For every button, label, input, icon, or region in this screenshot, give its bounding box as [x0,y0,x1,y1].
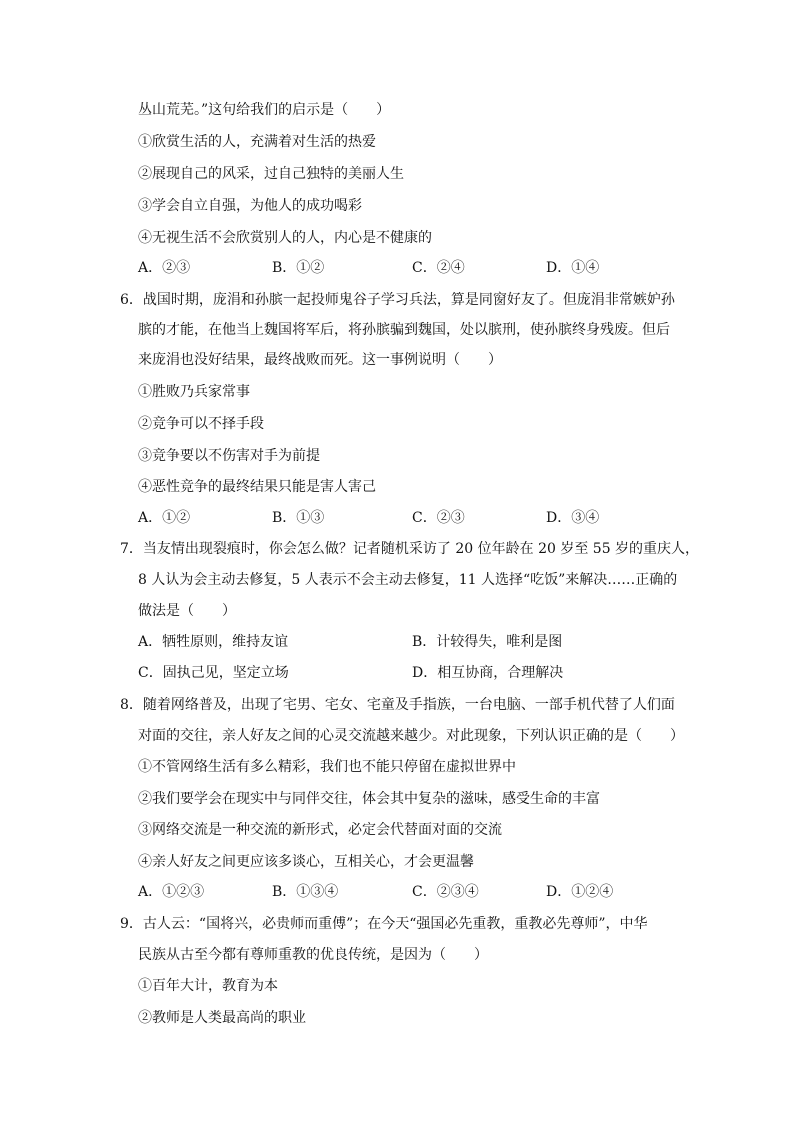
q5-stem-tail: 丛山荒芜。”这句给我们的启示是（ ） [138,102,391,118]
q8-option-a: A．①②③ [138,884,205,900]
q6-item-3: ③竞争要以不伤害对手为前提 [138,448,320,464]
q5-option-d: D．①④ [546,260,600,276]
q7-options-row-1 [0,632,794,652]
q7-stem-line-1: 7．当友情出现裂痕时，你会怎么做？记者随机采访了 20 位年龄在 20 岁至 55 岁的重庆人， [120,541,700,557]
q6-stem-line-1: 6．战国时期，庞涓和孙膑一起投师鬼谷子学习兵法，算是同窗好友了。但庞涓非常嫉妒孙 [120,292,675,308]
q5-options [0,258,794,278]
q9-item-1: ①百年大计，教育为本 [138,978,278,994]
q8-option-d: D．①②④ [546,884,614,900]
q5-item-3: ③学会自立自强，为他人的成功喝彩 [138,198,362,214]
q5-item-2: ②展现自己的风采，过自己独特的美丽人生 [138,166,404,182]
q6-item-1: ①胜败乃兵家常事 [138,384,250,400]
q7-options-row-2 [0,663,794,683]
q8-item-2: ②我们要学会在现实中与同伴交往，体会其中复杂的滋味，感受生命的丰富 [138,791,600,807]
q7-stem-line-2: 8 人认为会主动去修复，5 人表示不会主动去修复，11 人选择“吃饭”来解决……正确的 [138,572,678,588]
q6-item-2: ②竞争可以不择手段 [138,416,264,432]
q6-stem-line-2: 膑的才能，在他当上魏国将军后，将孙膑骗到魏国，处以膑刑，使孙膑终身残废。但后 [138,322,670,338]
q9-stem-line-1: 9．古人云：“国将兴，必贵师而重傅”；在今天“强国必先重教，重教必先尊师”，中华 [120,916,648,932]
q7-option-b: B．计较得失，唯利是图 [412,634,563,650]
q5-option-a: A．②③ [138,260,191,276]
q6-option-a: A．①② [138,510,191,526]
q7-option-a: A．牺牲原则，维持友谊 [138,634,289,650]
q5-option-b: B．①② [272,260,325,276]
q5-item-4: ④无视生活不会欣赏别人的人，内心是不健康的 [138,230,432,246]
q8-item-3: ③网络交流是一种交流的新形式，必定会代替面对面的交流 [138,822,502,838]
q7-option-c: C．固执己见，坚定立场 [138,665,289,681]
q6-stem-line-3: 来庞涓也没好结果，最终战败而死。这一事例说明（ ） [138,352,502,368]
q5-option-c: C．②④ [412,260,465,276]
q7-stem-line-3: 做法是（ ） [138,603,236,619]
q9-stem-line-2: 民族从古至今都有尊师重教的优良传统，是因为（ ） [138,947,488,963]
q8-option-c: C．②③④ [412,884,479,900]
q8-stem-line-1: 8．随着网络普及，出现了宅男、宅女、宅童及手指族，一台电脑、一部手机代替了人们面 [120,697,675,713]
q8-stem-line-2: 对面的交往，亲人好友之间的心灵交流越来越少。对此现象，下列认识正确的是（ ） [138,728,684,744]
q5-item-1: ①欣赏生活的人，充满着对生活的热爱 [138,134,376,150]
q8-options [0,882,794,902]
q8-item-1: ①不管网络生活有多么精彩，我们也不能只停留在虚拟世界中 [138,759,516,775]
q6-option-c: C．②③ [412,510,465,526]
q6-option-b: B．①③ [272,510,325,526]
q8-option-b: B．①③④ [272,884,339,900]
q7-option-d: D．相互协商，合理解决 [412,665,564,681]
q6-item-4: ④恶性竞争的最终结果只能是害人害己 [138,479,376,495]
q6-option-d: D．③④ [546,510,600,526]
q9-item-2: ②教师是人类最高尚的职业 [138,1010,306,1026]
q8-item-4: ④亲人好友之间更应该多谈心，互相关心，才会更温馨 [138,854,474,870]
q6-options [0,508,794,528]
